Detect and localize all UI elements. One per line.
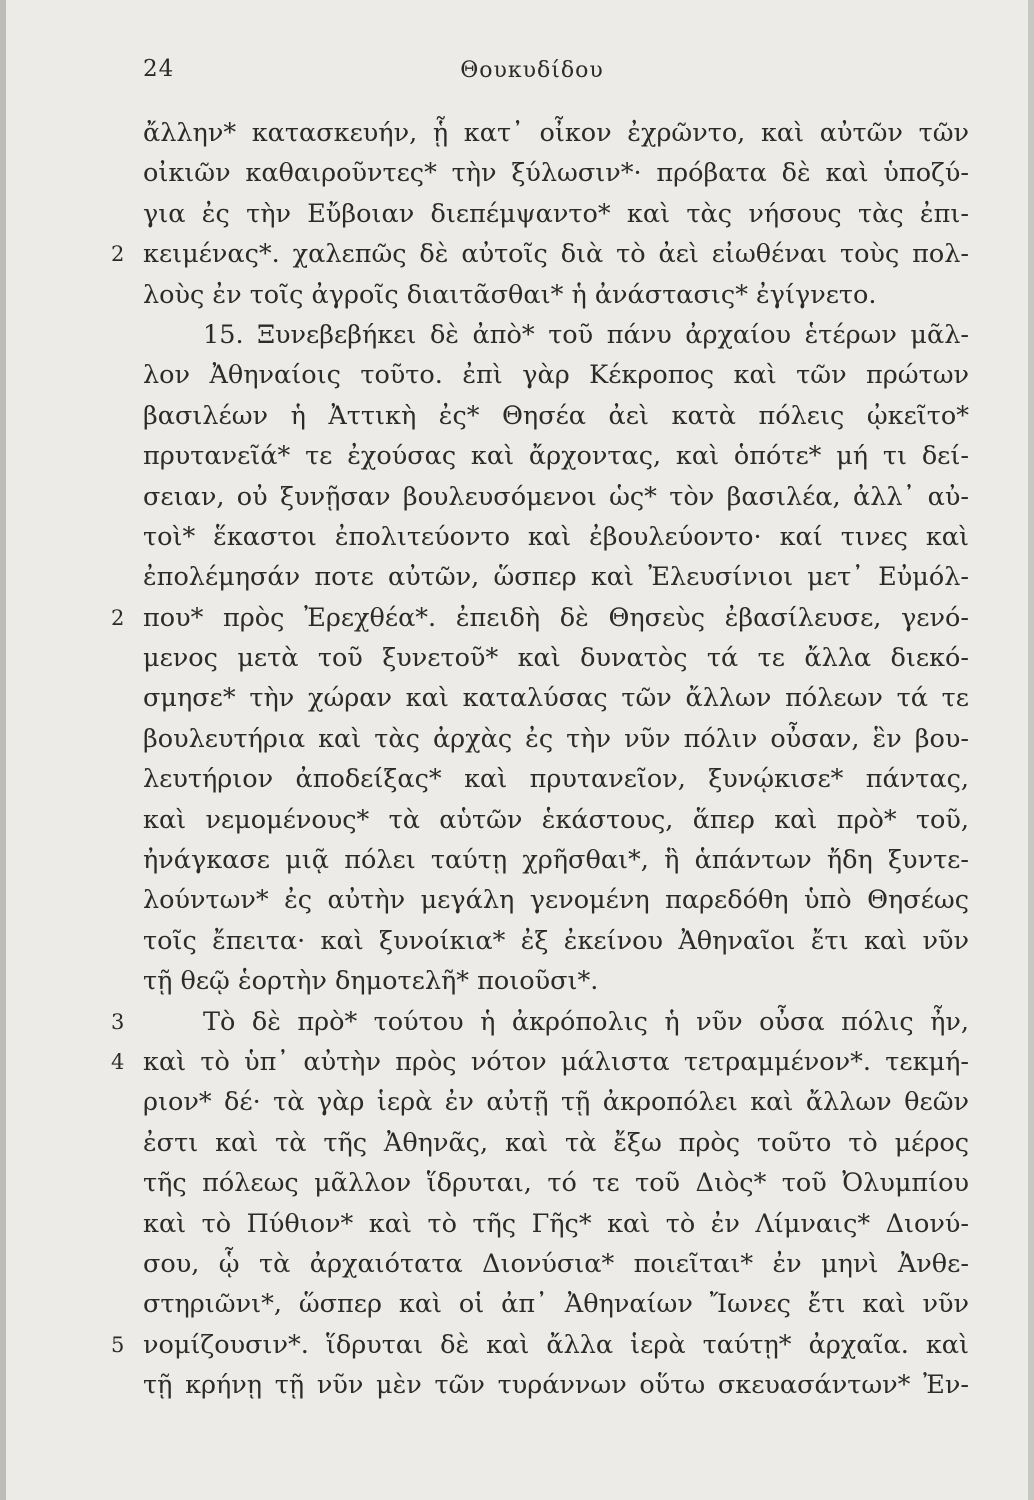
line-text: πρυτανεῖά* τε ἐχούσας καὶ ἄρχοντας, καὶ ὁπότε* μή τι δεί- [143,441,969,472]
text-line [143,1204,969,1244]
line-text: βασιλέων ἡ Ἀττικὴ ἐς* Θησέα ἀεὶ κατὰ πόλεις ᾠκεῖτο* [143,400,969,431]
line-text: καὶ τὸ Πύθιον* καὶ τὸ τῆς Γῆς* καὶ τὸ ἐν Λίμναις* Διονύ- [143,1208,969,1239]
text-line [143,880,969,920]
line-text: που* πρὸς Ἐρεχθέα*. ἐπειδὴ δὲ Θησεὺς ἐβασίλευσε, γενό- [143,602,969,633]
running-title: Θουκυδίδου [460,58,604,83]
text-line [143,557,969,597]
line-text: σμησε* τὴν χώραν καὶ καταλύσας τῶν ἄλλων πόλεων τά τε [143,683,969,714]
line-text: κειμένας*. χαλεπῶς δὲ αὐτοῖς διὰ τὸ ἀεὶ εἰωθέναι τοὺς πολ- [143,239,969,270]
line-text: τῆς πόλεως μᾶλλον ἵδρυται, τό τε τοῦ Διὸς* τοῦ Ὀλυμπίου [143,1168,969,1199]
line-text: ἐστι καὶ τὰ τῆς Ἀθηνᾶς, καὶ τὰ ἔξω πρὸς τοῦτο τὸ μέρος [143,1127,969,1158]
text-line [143,961,969,1001]
line-text: τοὶ* ἕκαστοι ἐπολιτεύοντο καὶ ἐβουλεύοντο· καί τινες καὶ [143,521,969,552]
page-number: 24 [143,56,175,82]
line-text: λούντων* ἐς αὐτὴν μεγάλη γενομένη παρεδόθη ὑπὸ Θησέως [143,885,969,916]
line-text: ἄλλην* κατασκευήν, ᾗ κατ᾽ οἶκον ἐχρῶντο, καὶ αὐτῶν τῶν [143,118,969,148]
text-line [111,1002,969,1042]
text-line [111,1042,969,1082]
line-text: ἐπολέμησάν ποτε αὐτῶν, ὥσπερ καὶ Ἐλευσίνιοι μετ᾽ Εὐμόλ- [143,562,969,593]
line-text: 15. Ξυνεβεβήκει δὲ ἀπὸ* τοῦ πάνυ ἀρχαίου ἑτέρων μᾶλ- [203,319,969,350]
line-text: λον Ἀθηναίοις τοῦτο. ἐπὶ γὰρ Κέκροπος καὶ τῶν πρώτων [143,360,969,391]
text-block [111,113,969,1406]
line-text: καὶ νεμομένους* τὰ αὑτῶν ἑκάστους, ἅπερ καὶ πρὸ* τοῦ, [143,804,969,835]
line-text: Τὸ δὲ πρὸ* τούτου ἡ ἀκρόπολις ἡ νῦν οὖσα πόλις ἦν, [203,1006,969,1037]
text-line [143,396,969,436]
line-text: ριον* δέ· τὰ γὰρ ἱερὰ ἐν αὐτῇ τῇ ἀκροπόλει καὶ ἄλλων θεῶν [143,1087,969,1118]
margin-line-number: 3 [111,1009,125,1034]
line-text: λοὺς ἐν τοῖς ἀγροῖς διαιτᾶσθαι* ἡ ἀνάστασις* ἐγίγνετο. [143,279,877,310]
line-text: νομίζουσιν*. ἵδρυται δὲ καὶ ἄλλα ἱερὰ ταύτῃ* ἀρχαῖα. καὶ [143,1329,969,1360]
text-line [111,1325,969,1365]
text-line [143,194,969,234]
text-line [111,234,969,274]
line-text: καὶ τὸ ὑπ᾽ αὐτὴν πρὸς νότον μάλιστα τετραμμένον*. τεκμή- [143,1046,969,1077]
text-line [143,1163,969,1203]
margin-line-number: 5 [111,1332,125,1357]
text-line [143,315,969,355]
text-line [143,678,969,718]
line-text: βουλευτήρια καὶ τὰς ἀρχὰς ἐς τὴν νῦν πόλιν οὖσαν, ἓν βου- [143,723,969,754]
text-line [143,275,969,315]
text-line [143,517,969,557]
text-line [143,800,969,840]
text-line [143,1365,969,1405]
line-text: τοῖς ἔπειτα· καὶ ξυνοίκια* ἐξ ἐκείνου Ἀθηναῖοι ἔτι καὶ νῦν [143,925,969,956]
line-text: μενος μετὰ τοῦ ξυνετοῦ* καὶ δυνατὸς τά τε ἄλλα διεκό- [143,643,969,674]
line-text: ἠνάγκασε μιᾷ πόλει ταύτῃ χρῆσθαι*, ἣ ἁπάντων ἤδη ξυντε- [143,845,969,876]
text-line [143,719,969,759]
text-line [111,598,969,638]
text-line [143,1082,969,1122]
line-text: για ἐς τὴν Εὔβοιαν διεπέμψαντο* καὶ τὰς νήσους τὰς ἐπι- [143,198,969,229]
line-text: στηριῶνι*, ὥσπερ καὶ οἱ ἀπ᾽ Ἀθηναίων Ἴωνες ἔτι καὶ νῦν [143,1289,969,1320]
text-line [143,113,969,153]
margin-line-number: 2 [111,242,125,267]
line-text: τῇ θεῷ ἑορτὴν δημοτελῆ* ποιοῦσι*. [143,966,599,997]
line-text: τῇ κρήνῃ τῇ νῦν μὲν τῶν τυράννων οὕτω σκευασάντων* Ἐν- [143,1370,969,1401]
text-line [143,638,969,678]
text-line [143,840,969,880]
line-text: οἰκιῶν καθαιροῦντες* τὴν ξύλωσιν*· πρόβατα δὲ καὶ ὑποζύ- [143,158,969,189]
margin-line-number: 2 [111,605,125,630]
line-text: σου, ᾧ τὰ ἀρχαιότατα Διονύσια* ποιεῖται* ἐν μηνὶ Ἀνθε- [143,1248,969,1279]
text-line [143,436,969,476]
line-text: σειαν, οὐ ξυνῇσαν βουλευσόμενοι ὡς* τὸν βασιλέα, ἀλλ᾽ αὐ- [143,481,969,512]
text-line [143,1244,969,1284]
text-line [143,759,969,799]
margin-line-number: 4 [111,1049,125,1074]
text-line [143,921,969,961]
line-text: λευτήριον ἀποδείξας* καὶ πρυτανεῖον, ξυνῴκισε* πάντας, [143,764,969,795]
text-line [143,477,969,517]
text-line [143,153,969,193]
text-line [143,1284,969,1324]
text-line [143,355,969,395]
text-line [143,1123,969,1163]
